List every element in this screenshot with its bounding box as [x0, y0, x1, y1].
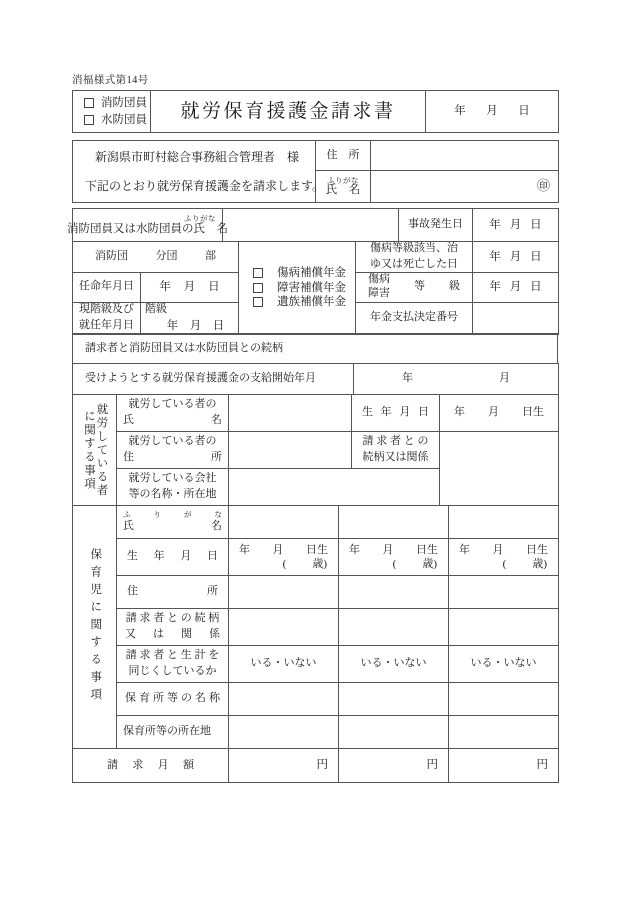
child-name-field[interactable]: [449, 506, 559, 539]
worker-address-label: [117, 432, 229, 469]
date-year-label: 年: [349, 543, 360, 556]
worker-address-label-start: 住: [123, 451, 134, 463]
date-day-label: 日生: [522, 406, 544, 419]
furigana-label: ふりがな: [327, 175, 359, 185]
member-type-checkboxes[interactable]: [73, 91, 151, 133]
member-type-label: 消防団員: [101, 96, 147, 109]
date-day-label: 日: [212, 319, 225, 332]
child-birth-field[interactable]: [229, 539, 339, 576]
corps-field[interactable]: [73, 242, 239, 273]
date-day-label: 日生: [306, 543, 328, 556]
child-nursery-name-label: [117, 683, 229, 716]
child-livelihood-field[interactable]: [339, 646, 449, 683]
applicant-name-field[interactable]: [371, 171, 559, 203]
start-month-label-text: 受けようとする就労保育援護金の支給開始年月: [85, 372, 316, 385]
age-paren-open: (: [392, 558, 397, 570]
claim-amount-label: [73, 749, 229, 783]
current-rank-label: [73, 302, 141, 334]
birth-label-char: 生: [127, 550, 138, 563]
child-livelihood-field[interactable]: [229, 646, 339, 683]
furigana-label: ふりがな: [184, 214, 216, 223]
worker-relation-field[interactable]: [440, 432, 559, 506]
current-rank-label-line2: 就任年月日: [79, 319, 134, 331]
child-name-label-start: 氏: [123, 519, 134, 532]
header-table: [72, 90, 559, 133]
claim-amount-field[interactable]: [229, 749, 339, 783]
request-sentence: 下記のとおり就労保育援護金を請求します。: [85, 178, 325, 193]
date-day-label: 日: [518, 105, 530, 118]
worker-birth-field[interactable]: [440, 395, 559, 432]
relationship-table: [72, 333, 558, 364]
checkbox-icon[interactable]: [253, 297, 263, 307]
worker-vertical-label-left: に関する事項: [83, 409, 95, 491]
date-month-label: 月: [488, 406, 499, 419]
children-section-vertical-label: [73, 506, 117, 749]
child-relationship-label-char: 係: [209, 628, 220, 640]
date-month-label: 月: [499, 372, 510, 385]
livelihood-option[interactable]: いる・いない: [250, 657, 317, 670]
relationship-row[interactable]: [73, 334, 558, 364]
claim-amount-field[interactable]: [449, 749, 559, 783]
grade-date-label-line1: 傷病等級該当、治: [370, 242, 458, 254]
birth-label-char: 生: [362, 406, 373, 419]
member-name-label: [67, 209, 228, 242]
child-name-label-end: 名: [211, 519, 222, 532]
child-relationship-label-char: 関: [181, 628, 192, 640]
injury-grade-label-line1: 傷病: [368, 273, 390, 286]
addressee-cell: [73, 141, 325, 203]
member-detail-table: [72, 241, 559, 335]
child-relationship-label-char: は: [153, 628, 164, 640]
date-day-label: 日生: [416, 543, 438, 556]
furigana-char: な: [214, 510, 222, 520]
child-relationship-label-line1: 請 求 者 と の 続 柄: [125, 612, 220, 625]
child-address-field[interactable]: [339, 576, 449, 609]
name-label-text: 氏 名: [325, 184, 361, 196]
checkbox-icon[interactable]: [84, 98, 94, 108]
child-nursery-address-label: [117, 716, 229, 749]
corps-label-part: 部: [205, 249, 216, 262]
child-birth-label: [117, 539, 229, 576]
age-unit: 歳): [422, 558, 437, 570]
date-year-label: 年: [489, 280, 501, 293]
date-year-label: 年: [459, 543, 470, 556]
date-year-label: 年: [489, 218, 501, 231]
livelihood-option[interactable]: いる・いない: [360, 657, 427, 670]
current-rank-label-line1: 現階級及び: [79, 303, 134, 316]
date-month-label: 月: [509, 218, 522, 231]
child-address-label: [117, 576, 229, 609]
injury-grade-label: [356, 272, 473, 302]
birth-label-char: 日: [417, 406, 429, 419]
birth-label-char: 月: [180, 550, 192, 563]
claim-label-char: 額: [182, 758, 194, 771]
checkbox-row-disability-pension[interactable]: [253, 281, 355, 295]
date-year-label: 年: [454, 406, 465, 419]
worker-birth-label: [352, 395, 440, 432]
claim-label-char: 求: [132, 758, 144, 771]
child-relationship-field[interactable]: [229, 609, 339, 646]
age-unit: 歳): [312, 558, 327, 570]
child-relationship-label: [117, 609, 229, 646]
date-year-label: 年: [454, 105, 466, 118]
corps-label-part: 消防団: [95, 249, 128, 262]
addressee-table: [72, 140, 559, 203]
rank-value-label: 階級: [145, 302, 167, 315]
date-day-label: 日: [530, 250, 542, 263]
worker-relation-label: [352, 432, 440, 469]
payment-number-label: [356, 302, 473, 334]
checkbox-icon[interactable]: [253, 268, 263, 278]
start-month-table: [72, 363, 559, 395]
document-title-cell: [151, 91, 426, 133]
date-day-label: 日: [530, 218, 542, 231]
date-year-label: 年: [159, 280, 171, 293]
furigana-char: ふ: [123, 510, 131, 520]
checkbox-icon[interactable]: [84, 115, 94, 125]
date-day-label: 日: [530, 280, 542, 293]
child-nursery-address-field[interactable]: [229, 716, 339, 749]
child-name-field[interactable]: [339, 506, 449, 539]
child-address-label-end: 所: [207, 585, 218, 598]
child-name-field[interactable]: [229, 506, 339, 539]
date-year-label: 年: [166, 319, 179, 332]
date-month-label: 月: [382, 543, 394, 556]
child-livelihood-label-line2: 同じくしているか: [128, 665, 217, 677]
member-type-label: 水防団員: [101, 114, 147, 126]
child-address-label-start: 住: [127, 585, 138, 598]
birth-label-char: 月: [399, 406, 411, 419]
worker-name-field[interactable]: [229, 395, 352, 432]
grade-date-label: [356, 242, 473, 273]
accident-date-label-text: 事故発生日: [408, 218, 463, 231]
appointment-date-label: [73, 272, 141, 302]
claim-amount-table: [72, 748, 559, 783]
nursery-label-char: 育: [139, 692, 150, 705]
payment-number-field[interactable]: [473, 302, 559, 334]
birth-label-char: 年: [153, 550, 165, 563]
appointment-date-field[interactable]: [141, 272, 239, 302]
worker-table: [72, 394, 559, 506]
injury-grade-label-mid: 等: [414, 280, 425, 293]
injury-grade-label-end: 級: [449, 280, 460, 293]
injury-grade-field[interactable]: [473, 272, 559, 302]
worker-name-label-end: 名: [211, 414, 222, 426]
date-month-label: 月: [183, 280, 196, 293]
child-livelihood-field[interactable]: [449, 646, 559, 683]
date-day-label: 日生: [526, 543, 548, 556]
appointment-date-label-text: 任命年月日: [79, 280, 134, 293]
child-relationship-field[interactable]: [339, 609, 449, 646]
date-month-label: 月: [509, 250, 522, 263]
checkbox-row-flood[interactable]: [77, 113, 147, 127]
currency-unit: 円: [426, 759, 438, 772]
pension-type-checkboxes[interactable]: [239, 242, 356, 335]
date-year-label: 年: [402, 372, 413, 385]
child-relationship-field[interactable]: [449, 609, 559, 646]
checkbox-row-firefighter[interactable]: [77, 96, 147, 110]
worker-company-label: [117, 469, 229, 506]
worker-company-label-line2: 等の名称・所在地: [128, 488, 217, 500]
member-name-field[interactable]: [223, 209, 399, 242]
furigana-char: り: [153, 510, 161, 520]
children-vertical-label: 保育児に関する事項: [89, 548, 102, 706]
nursery-label-char: 等: [167, 692, 178, 705]
date-month-label: 月: [486, 105, 498, 118]
seal-icon: ㊞: [536, 178, 550, 194]
worker-name-label-line1: 就労している者の: [128, 398, 217, 411]
injury-grade-label-line2: 障害: [368, 287, 390, 299]
worker-name-label-start: 氏: [123, 414, 134, 426]
grade-date-label-line2: ゆ又は死亡した日: [370, 257, 458, 270]
nursery-label-char: 称: [209, 692, 220, 705]
child-address-field[interactable]: [229, 576, 339, 609]
child-birth-field[interactable]: [339, 539, 449, 576]
checkbox-icon[interactable]: [253, 283, 263, 293]
corps-label-part: 分団: [155, 249, 178, 262]
start-month-label: [73, 364, 354, 395]
worker-address-label-line1: 就労している者の: [128, 435, 217, 448]
worker-name-label: [117, 395, 229, 432]
form-number: 消福様式第14号: [72, 75, 149, 86]
child-nursery-address-field[interactable]: [449, 716, 559, 749]
payment-number-label-text: 年金支払決定番号: [370, 311, 458, 324]
child-livelihood-label-line1: 請 求 者 と 生 計 を: [125, 649, 220, 662]
document-title: 就労保育援護金請求書: [180, 100, 396, 122]
claim-amount-field[interactable]: [339, 749, 449, 783]
accident-date-label: [399, 209, 473, 242]
checkbox-row-injury-pension[interactable]: [253, 266, 355, 280]
child-name-label: [117, 506, 229, 539]
address-label-text: 住 所: [326, 148, 360, 161]
date-year-label: 年: [239, 543, 250, 556]
nursery-label-char: の: [181, 692, 192, 705]
worker-section-vertical-label: [73, 395, 117, 506]
pension-type-label: 障害補償年金: [277, 281, 346, 294]
livelihood-option[interactable]: いる・いない: [470, 657, 537, 670]
worker-vertical-label-right: 就労している者: [95, 402, 108, 498]
nursery-label-char: 所: [153, 692, 164, 705]
child-address-field[interactable]: [449, 576, 559, 609]
nursery-label-char: 保: [125, 692, 136, 705]
child-nursery-name-field[interactable]: [449, 683, 559, 716]
start-month-field[interactable]: [354, 364, 559, 395]
date-year-label: 年: [489, 250, 501, 263]
submission-date-cell[interactable]: [426, 91, 559, 133]
child-nursery-name-field[interactable]: [339, 683, 449, 716]
child-livelihood-label: [117, 646, 229, 683]
relationship-label: 請求者と消防団員又は水防団員との続柄: [85, 341, 283, 354]
children-table: [72, 505, 559, 749]
checkbox-row-survivor-pension[interactable]: [253, 295, 355, 309]
furigana-char: が: [184, 510, 192, 520]
currency-unit: 円: [536, 759, 548, 772]
date-month-label: 月: [272, 543, 284, 556]
child-nursery-address-field[interactable]: [339, 716, 449, 749]
age-paren-open: (: [502, 558, 507, 570]
claim-label-char: 請: [107, 758, 118, 771]
worker-company-label-line1: 就労している会社: [128, 472, 217, 485]
date-month-label: 月: [509, 280, 522, 293]
worker-address-field[interactable]: [229, 432, 352, 469]
grade-date-field[interactable]: [473, 242, 559, 273]
nursery-label-char: 名: [195, 692, 206, 705]
applicant-address-field[interactable]: [371, 141, 559, 171]
worker-company-field[interactable]: [229, 469, 440, 506]
child-birth-field[interactable]: [449, 539, 559, 576]
currency-unit: 円: [316, 759, 328, 772]
member-name-table: [67, 208, 559, 242]
date-month-label: 月: [189, 319, 202, 332]
child-nursery-address-label-text: 保育所等の所在地: [123, 725, 211, 738]
worker-relation-label-line2: 続柄又は関係: [362, 451, 429, 463]
member-name-label-text: 消防団員又は水防団員の氏 名: [67, 222, 228, 235]
accident-date-field[interactable]: [473, 209, 559, 242]
birth-label-char: 日: [206, 550, 218, 563]
date-month-label: 月: [492, 543, 504, 556]
pension-type-label: 遺族補償年金: [277, 295, 346, 308]
birth-label-char: 年: [380, 406, 392, 419]
worker-address-label-end: 所: [211, 451, 222, 463]
pension-type-label: 傷病補償年金: [277, 267, 346, 280]
applicant-address-label: [316, 141, 371, 171]
date-day-label: 日: [208, 280, 220, 293]
child-relationship-label-char: 又: [125, 628, 136, 640]
age-paren-open: (: [282, 558, 287, 570]
claim-label-char: 月: [157, 758, 169, 771]
addressee-text: 新潟県市町村総合事務組合管理者 様: [95, 149, 300, 164]
child-nursery-name-field[interactable]: [229, 683, 339, 716]
current-rank-field[interactable]: [141, 302, 239, 334]
age-unit: 歳): [532, 558, 547, 570]
worker-relation-label-line1: 請 求 者 と の: [362, 435, 429, 448]
